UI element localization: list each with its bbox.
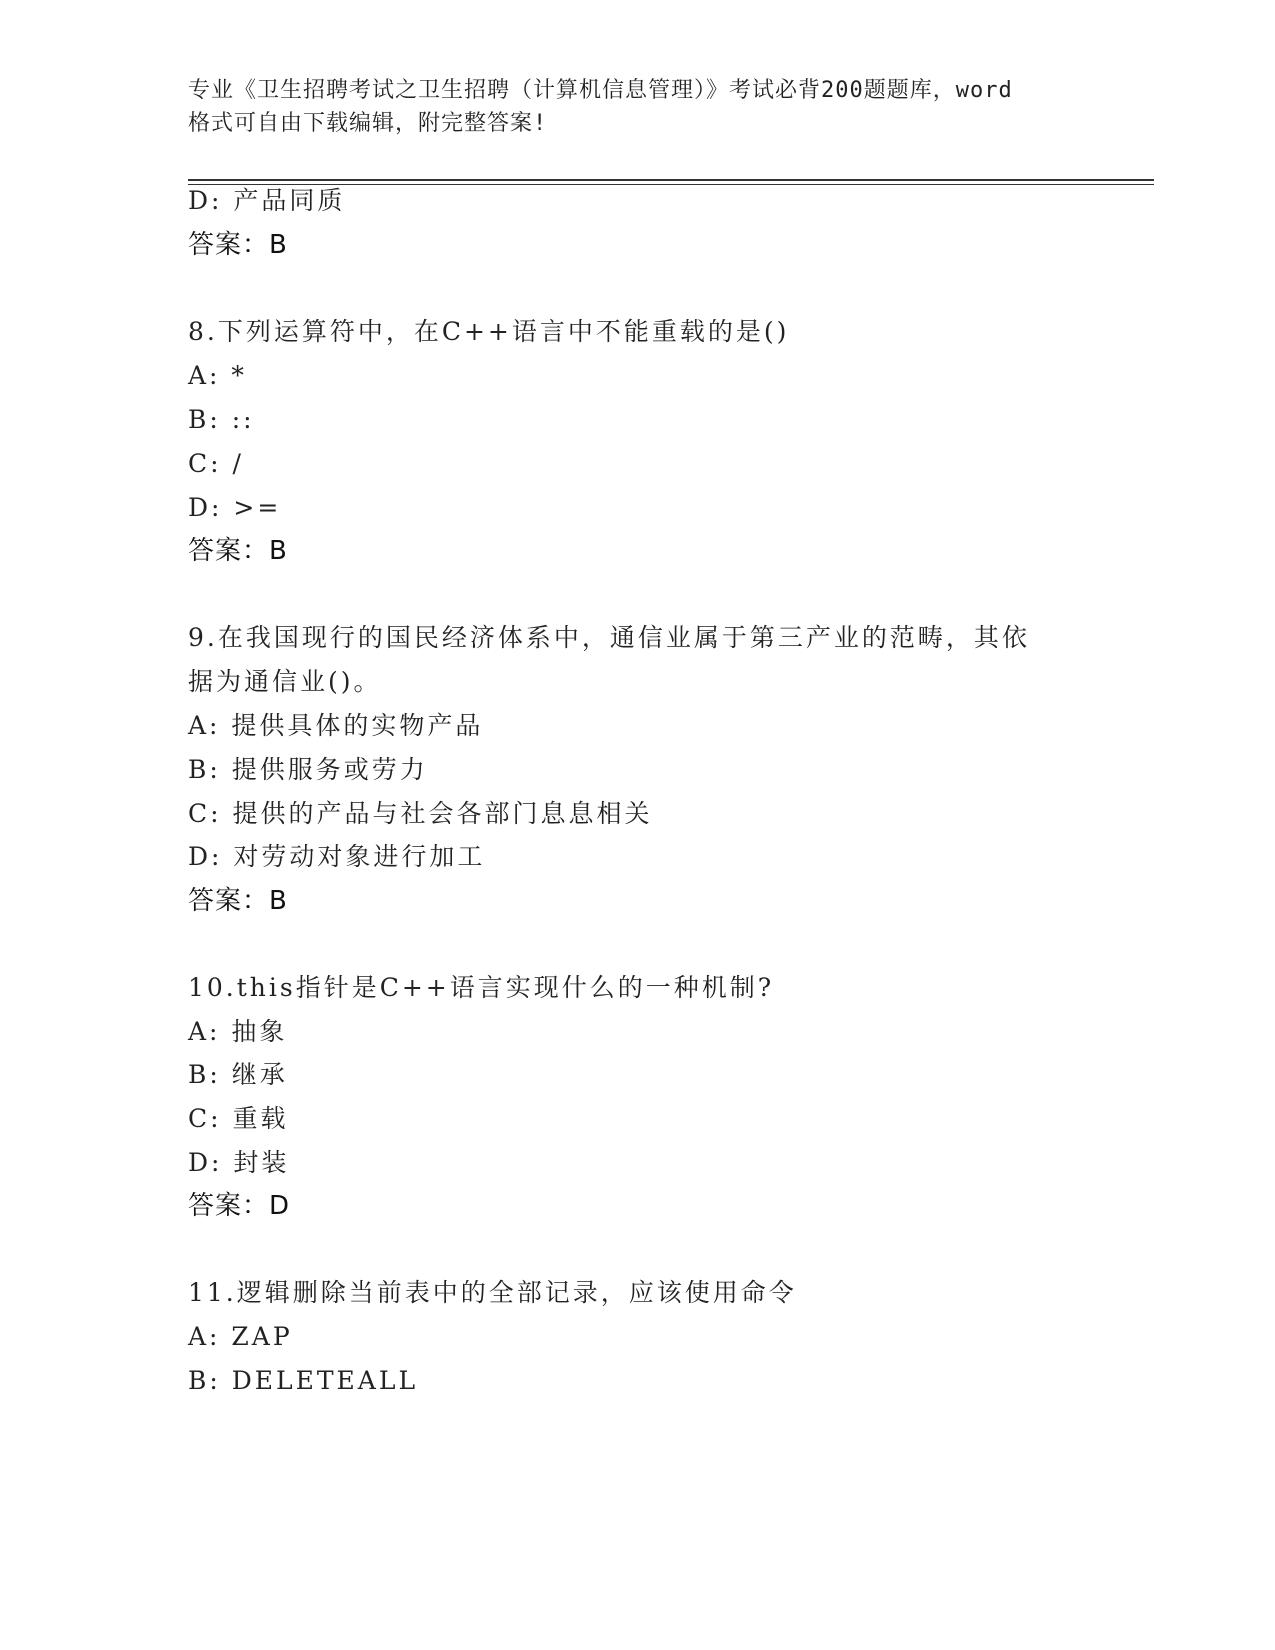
question-11-stem: 11.逻辑删除当前表中的全部记录，应该使用命令 — [188, 1278, 797, 1307]
question-10-option-b: B: 继承 — [188, 1060, 288, 1089]
question-10-stem: 10.this指针是C++语言实现什么的一种机制? — [188, 973, 775, 1002]
document-header — [188, 74, 1088, 140]
header-title-line-2: 格式可自由下载编辑，附完整答案! — [188, 111, 548, 136]
question-9-option-d: D: 对劳动对象进行加工 — [188, 842, 486, 871]
prev-question-option-d: D: 产品同质 — [188, 186, 346, 215]
question-9-stem-line-2: 据为通信业()。 — [188, 667, 382, 696]
question-8-option-b: B: :: — [188, 405, 255, 434]
question-9-answer: 答案：B — [188, 886, 288, 916]
header-divider-thick — [188, 179, 1154, 181]
question-9-stem-line-1: 9.在我国现行的国民经济体系中，通信业属于第三产业的范畴，其依 — [188, 623, 1030, 652]
question-10-answer: 答案：D — [188, 1191, 291, 1221]
question-11-option-a: A: ZAP — [188, 1322, 293, 1351]
question-9-option-a: A: 提供具体的实物产品 — [188, 711, 484, 740]
question-9-option-c: C: 提供的产品与社会各部门息息相关 — [188, 799, 653, 828]
question-9-option-b: B: 提供服务或劳力 — [188, 755, 428, 784]
question-8-option-a: A: * — [188, 361, 247, 390]
question-10-option-c: C: 重载 — [188, 1104, 289, 1133]
header-title-line-1: 专业《卫生招聘考试之卫生招聘（计算机信息管理）》考试必背200题题库，word — [188, 78, 1013, 103]
question-8-stem: 8.下列运算符中，在C++语言中不能重载的是() — [188, 317, 790, 346]
question-10-option-a: A: 抽象 — [188, 1017, 288, 1046]
question-8-answer: 答案：B — [188, 536, 288, 566]
question-8-option-c: C: / — [188, 449, 244, 478]
question-10-option-d: D: 封装 — [188, 1148, 290, 1177]
question-8-option-d: D: >= — [188, 493, 282, 522]
question-11-option-b: B: DELETEALL — [188, 1366, 419, 1395]
prev-question-answer: 答案：B — [188, 230, 288, 260]
